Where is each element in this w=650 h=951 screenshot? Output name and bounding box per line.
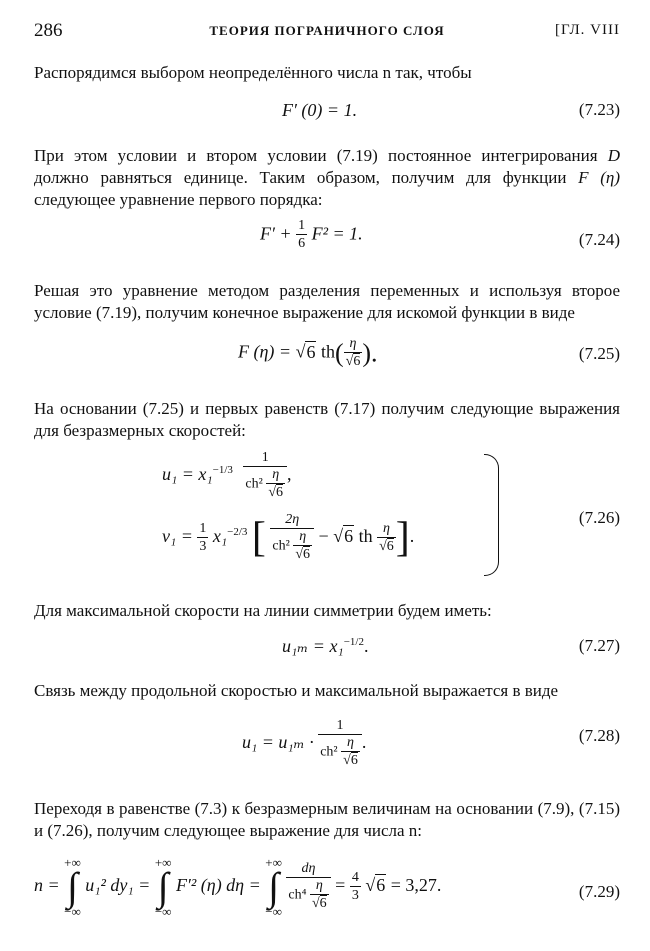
paragraph-2 <box>34 145 620 211</box>
paragraph-1: Распорядимся выбором неопределённого числа n так, чтобы <box>34 63 472 82</box>
equation-7-26 <box>34 450 620 580</box>
eq-7-28-number: (7.28) <box>578 726 620 745</box>
eq-7-24-pre: F′ + <box>260 223 297 244</box>
sqrt-6: 6 <box>306 341 316 362</box>
paragraph-4: На основании (7.25) и первых равенств (7.17) получим следующие выражения для безразмерных скоростей: <box>34 399 620 440</box>
integral-3: +∞ ∫ −∞ <box>265 855 282 919</box>
eq-7-26-v1: v₁ = $\frac{1}{3}$ x₁$^{-2/3}$ [ 2η ch² $\frac{\eta}{√6}$ − √6 th $\frac{\eta}{√6}$ ]. <box>162 512 415 562</box>
th-function: th <box>316 341 335 362</box>
eq-7-23-body: F′ (0) = 1. <box>282 100 358 120</box>
eq-7-24-number: (7.24) <box>578 230 620 249</box>
symbol-F-eta: F (η) <box>578 168 620 187</box>
running-title: ТЕОРИЯ ПОГРАНИЧНОГО СЛОЯ <box>209 23 445 38</box>
eq-7-26-number: (7.26) <box>578 508 620 527</box>
equation-7-25: F (η) = √6 th( $\frac{\eta}{√6}$ ). (7.25) <box>238 336 620 369</box>
eq-7-27-number: (7.27) <box>578 636 620 655</box>
eq-7-29-number: (7.29) <box>578 882 620 901</box>
eq-7-25-number: (7.25) <box>578 344 620 363</box>
integral-1: +∞ ∫ −∞ <box>64 855 81 919</box>
equation-7-24 <box>34 218 620 268</box>
eq-7-23-number: (7.23) <box>578 100 620 119</box>
page-number: 286 <box>34 20 63 41</box>
p2-part-b: должно равняться единице. Таким образом, получим для функции <box>34 168 579 187</box>
eq-7-24-post: F² = 1. <box>307 223 363 244</box>
chapter-label: [ГЛ. VIII <box>554 22 620 38</box>
eq-7-25-lhs: F (η) = <box>238 341 296 362</box>
right-brace <box>484 454 499 576</box>
eq-7-26-u1: u₁ = x₁$^{-1/3}$ 1 ch² $\frac{\eta}{√6}$ , <box>162 450 292 500</box>
fraction-eta-over-sqrt6: $\frac{\eta}{√6}$ <box>345 336 361 369</box>
paragraph-7: Переходя в равенстве (7.3) к безразмерным величинам на основании (7.9), (7.15) и (7.26), получим следующее выражение для числа n: <box>34 799 620 840</box>
page-header <box>34 20 620 46</box>
equation-7-29: n = +∞ ∫ −∞ u₁² dy₁ = +∞ ∫ −∞ F′² (η) dη = +∞ ∫ −∞ dη ch⁴ $\frac{\eta}{√6}$ = $\frac{4}{3}$ √6 = 3,27. (7.29) <box>34 855 620 919</box>
symbol-D: D <box>607 146 620 165</box>
paragraph-5: Для максимальной скорости на линии симметрии будем иметь: <box>34 601 492 620</box>
integral-2: +∞ ∫ −∞ <box>154 855 172 919</box>
fraction-one-sixth: $\frac{1}{6}$ <box>298 218 306 251</box>
paragraph-3: Решая это уравнение методом разделения переменных и используя второе условие (7.19), получим конечное выражение для искомой функции в виде <box>34 281 620 322</box>
equation-7-28: u₁ = u₁ₘ · 1 ch² $\frac{\eta}{√6}$ . (7.28) <box>242 718 620 768</box>
p2-part-c: следующее уравнение первого порядка: <box>34 190 323 209</box>
paragraph-6: Связь между продольной скоростью и максимальной выражается в виде <box>34 681 559 700</box>
p2-part-a: При этом условии и втором условии (7.19) постоянное интегрирования <box>34 146 608 165</box>
